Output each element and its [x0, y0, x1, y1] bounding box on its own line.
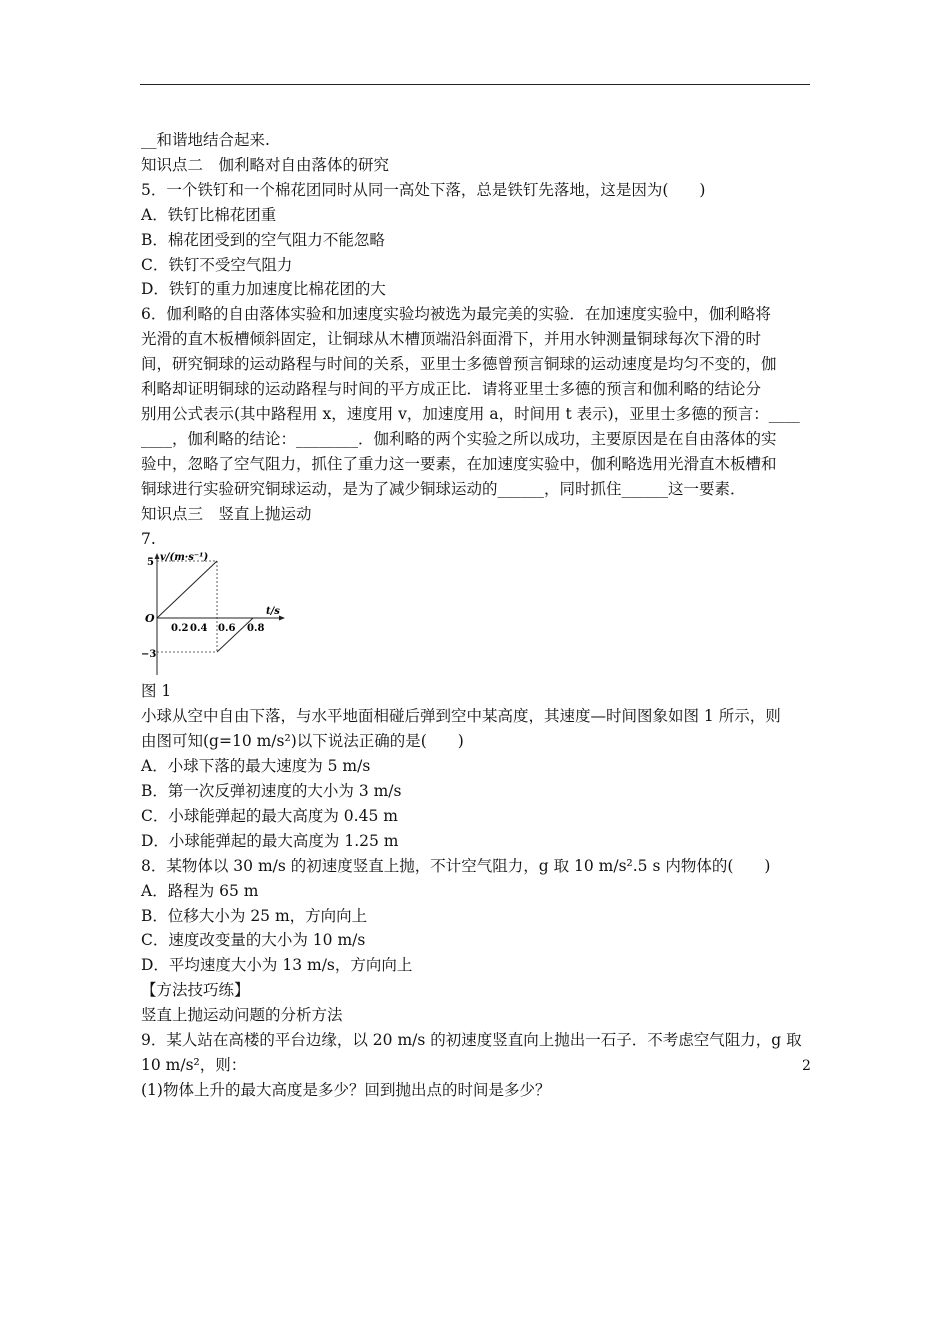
option-b: B．位移大小为 25 m，方向向上 [141, 906, 368, 925]
origin-label: O [145, 612, 155, 626]
option-c: C．速度改变量的大小为 10 m/s [141, 931, 366, 950]
header-rule [140, 84, 810, 85]
text-line: 光滑的直木板槽倾斜固定，让铜球从木槽顶端沿斜面滑下，并用水钟测量铜球每次下滑的时 [141, 330, 762, 349]
velocity-time-graph [141, 551, 813, 679]
x-tick: 0.6 [218, 623, 236, 635]
option-b: B．第一次反弹初速度的大小为 3 m/s [141, 782, 402, 801]
section-heading: 知识点三 竖直上抛运动 [141, 504, 312, 523]
x-tick: 0.4 [190, 623, 208, 635]
text-line: 利略却证明铜球的运动路程与时间的平方成正比．请将亚里士多德的预言和伽利略的结论分 [141, 380, 762, 399]
option-a: A．小球下落的最大速度为 5 m/s [141, 757, 371, 776]
option-d: D．小球能弹起的最大高度为 1.25 m [141, 831, 399, 850]
y-axis-label: v/(m·s⁻¹) [160, 552, 209, 564]
question-8: 8．某物体以 30 m/s 的初速度竖直上抛，不计空气阻力，g 取 10 m/s².5 s 内物体的( ) [141, 856, 771, 875]
subsection-heading: 竖直上抛运动问题的分析方法 [141, 1006, 343, 1025]
sub-question-1: (1)物体上升的最大高度是多少？回到抛出点的时间是多少？ [141, 1080, 551, 1099]
y-tick-5: 5 [147, 557, 154, 569]
x-tick: 0.2 [171, 623, 189, 635]
question-6: 6．伽利略的自由落体实验和加速度实验均被选为最完美的实验．在加速度实验中，伽利略将 [141, 305, 771, 324]
option-d: D．平均速度大小为 13 m/s，方向向上 [141, 956, 413, 975]
option-c: C．小球能弹起的最大高度为 0.45 m [141, 806, 398, 825]
page-content [141, 128, 813, 1103]
text-line: 别用公式表示(其中路程用 x，速度用 v，加速度用 a，时间用 t 表示)，亚里士多德的预言：____ [141, 404, 800, 423]
text-line: ____，伽利略的结论：________．伽利略的两个实验之所以成功，主要原因是在自由落体的实 [141, 429, 777, 448]
question-7: 7. [141, 529, 156, 548]
x-axis-label: t/s [266, 606, 280, 618]
y-axis-arrow [155, 553, 160, 559]
text-block-top [141, 128, 813, 551]
fall-segment [157, 561, 217, 618]
text-block-bottom [141, 679, 813, 1102]
x-tick: 0.8 [247, 623, 265, 635]
text-line: 验中，忽略了空气阻力，抓住了重力这一要素，在加速度实验中，伽利略选用光滑直木板槽和 [141, 454, 777, 473]
page-number: 2 [802, 1058, 811, 1074]
y-tick-neg3: −3 [141, 649, 157, 661]
question-7-text: 小球从空中自由下落，与水平地面相碰后弹到空中某高度，其速度—时间图象如图 1 所示，则 [141, 707, 781, 726]
text-line: __和谐地结合起来. [141, 131, 270, 149]
section-heading: 【方法技巧练】 [141, 981, 250, 1000]
option-a: A．路程为 65 m [141, 881, 259, 900]
option-d: D．铁钉的重力加速度比棉花团的大 [141, 280, 386, 299]
text-line: 10 m/s²，则： [141, 1056, 247, 1074]
question-5: 5．一个铁钉和一个棉花团同时从同一高处下落，总是铁钉先落地，这是因为( ) [141, 180, 706, 199]
option-b: B．棉花团受到的空气阻力不能忽略 [141, 230, 385, 249]
graph-svg [141, 551, 291, 679]
option-c: C．铁钉不受空气阻力 [141, 255, 293, 274]
figure-caption: 图 1 [141, 682, 172, 701]
text-line: 铜球进行实验研究铜球运动，是为了减少铜球运动的______，同时抓住______这一要素． [141, 479, 746, 498]
question-9: 9．某人站在高楼的平台边缘，以 20 m/s 的初速度竖直向上抛出一石子．不考虑空气阻力，g 取 [141, 1031, 802, 1050]
text-line: 由图可知(g=10 m/s²)以下说法正确的是( ) [141, 732, 464, 751]
section-heading: 知识点二 伽利略对自由落体的研究 [141, 155, 390, 174]
text-line: 间，研究铜球的运动路程与时间的关系，亚里士多德曾预言铜球的运动速度是均匀不变的，伽 [141, 355, 777, 374]
option-a: A．铁钉比棉花团重 [141, 205, 277, 224]
